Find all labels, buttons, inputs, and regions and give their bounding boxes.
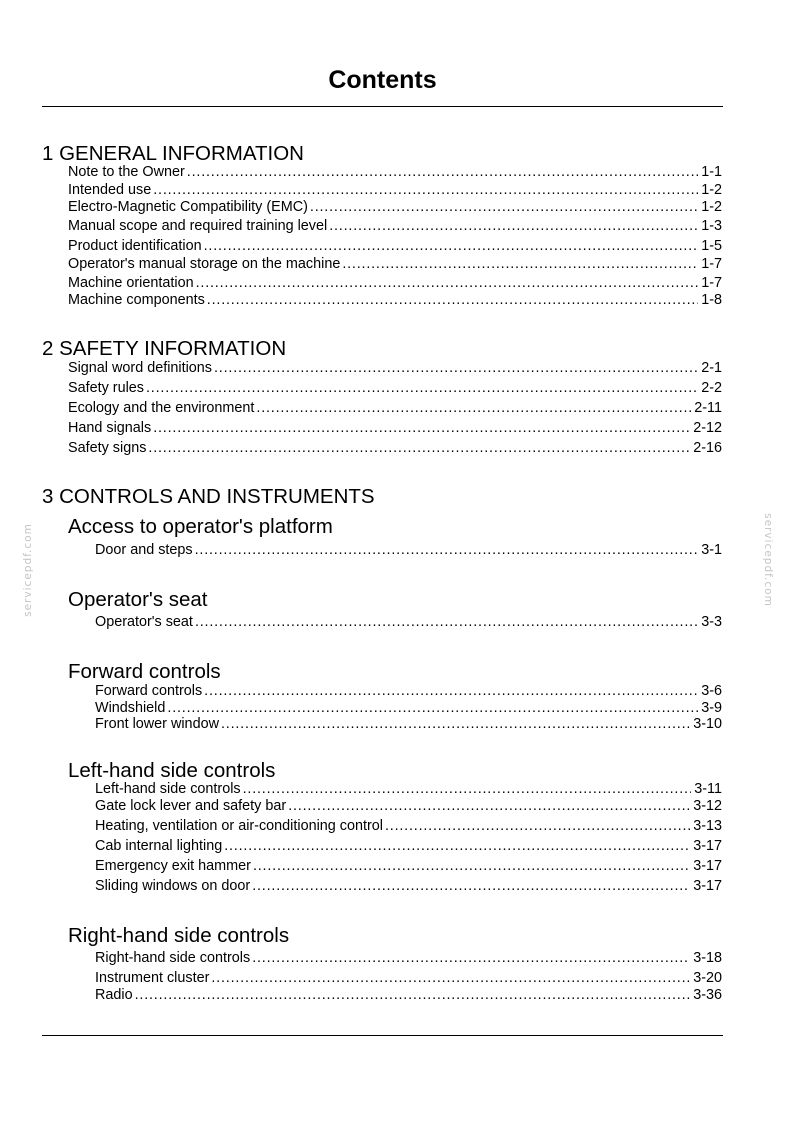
dot-leader [329,218,698,235]
toc-entry-page: 1-1 [701,164,722,180]
dot-leader [310,199,698,216]
toc-entry[interactable] [68,275,722,292]
toc-entry-page: 1-2 [701,182,722,198]
toc-entry[interactable] [68,380,722,397]
chapter-heading: 3 CONTROLS AND INSTRUMENTS [42,485,375,508]
toc-entry[interactable] [95,798,722,815]
toc-entry-label: Hand signals [68,420,152,436]
toc-entry-label: Door and steps [95,542,193,558]
toc-entry-label: Operator's manual storage on the machine [68,256,341,272]
toc-entry-page: 3-17 [693,838,722,854]
dot-leader [187,164,698,181]
toc-entry-page: 3-9 [701,700,722,716]
toc-entry-label: Note to the Owner [68,164,185,180]
dot-leader [252,950,690,967]
toc-entry-page: 3-36 [693,987,722,1003]
bottom-divider [42,1035,723,1036]
dot-leader [135,987,691,1004]
toc-entry-page: 1-3 [701,218,722,234]
toc-entry-label: Emergency exit hammer [95,858,251,874]
toc-entry[interactable] [68,238,722,255]
toc-entry[interactable] [95,683,722,700]
toc-entry-page: 1-7 [701,256,722,272]
toc-entry-page: 1-5 [701,238,722,254]
toc-entry-page: 3-6 [701,683,722,699]
toc-entry[interactable] [68,164,722,181]
toc-entry-page: 2-2 [701,380,722,396]
toc-entry[interactable] [95,781,722,798]
toc-entry-label: Gate lock lever and safety bar [95,798,287,814]
toc-entry[interactable] [95,950,722,967]
dot-leader [224,838,690,855]
toc-entry-page: 3-13 [693,818,722,834]
toc-entry-page: 3-18 [693,950,722,966]
toc-entry-label: Manual scope and required training level [68,218,328,234]
section-heading: Forward controls [68,660,221,683]
toc-entry-label: Heating, ventilation or air-conditioning control [95,818,383,834]
toc-entry-label: Machine components [68,292,205,308]
toc-entry-page: 2-11 [694,400,722,416]
dot-leader [243,781,692,798]
toc-entry-page: 1-2 [701,199,722,215]
toc-entry[interactable] [95,716,722,733]
dot-leader [204,238,699,255]
toc-entry-label: Operator's seat [95,614,193,630]
toc-entry[interactable] [95,838,722,855]
toc-entry-page: 3-11 [694,781,722,797]
toc-entry[interactable] [68,199,722,216]
dot-leader [148,440,690,457]
toc-entry-label: Left-hand side controls [95,781,241,797]
toc-entry[interactable] [95,878,722,895]
dot-leader [195,614,698,631]
toc-entry-label: Machine orientation [68,275,194,291]
dot-leader [204,683,698,700]
dot-leader [252,878,690,895]
toc-entry[interactable] [68,440,722,457]
dot-leader [256,400,691,417]
toc-entry-label: Radio [95,987,133,1003]
dot-leader [207,292,698,309]
toc-entry[interactable] [68,420,722,437]
toc-entry[interactable] [95,987,722,1004]
toc-entry-page: 3-20 [693,970,722,986]
dot-leader [253,858,690,875]
toc-entry-label: Instrument cluster [95,970,210,986]
toc-entry[interactable] [68,400,722,417]
watermark: servicepdf.com [22,523,34,617]
toc-entry-page: 3-1 [701,542,722,558]
toc-entry-label: Forward controls [95,683,203,699]
section-heading: Operator's seat [68,588,208,611]
dot-leader [167,700,698,717]
toc-entry-label: Intended use [68,182,152,198]
dot-leader [211,970,690,987]
toc-entry-page: 3-10 [693,716,722,732]
toc-entry-label: Windshield [95,700,166,716]
dot-leader [146,380,698,397]
toc-entry[interactable] [95,818,722,835]
toc-entry[interactable] [68,256,722,273]
toc-entry[interactable] [68,360,722,377]
toc-entry-label: Cab internal lighting [95,838,223,854]
toc-entry-label: Safety signs [68,440,147,456]
toc-entry-label: Ecology and the environment [68,400,255,416]
dot-leader [385,818,690,835]
toc-entry-page: 3-12 [693,798,722,814]
toc-entry-page: 2-12 [693,420,722,436]
dot-leader [196,275,699,292]
toc-entry[interactable] [95,700,722,717]
dot-leader [153,182,698,199]
section-heading: Right-hand side controls [68,924,290,947]
watermark: servicepdf.com [762,513,774,607]
toc-entry-page: 1-8 [701,292,722,308]
top-divider [42,106,723,107]
toc-entry-label: Electro-Magnetic Compatibility (EMC) [68,199,308,215]
section-heading: Access to operator's platform [68,515,333,538]
toc-entry[interactable] [68,218,722,235]
toc-entry-page: 3-17 [693,878,722,894]
toc-entry-page: 2-1 [701,360,722,376]
toc-entry-page: 2-16 [693,440,722,456]
dot-leader [221,716,690,733]
toc-entry-label: Signal word definitions [68,360,212,376]
toc-entry[interactable] [68,292,722,309]
toc-entry-label: Front lower window [95,716,219,732]
toc-entry-label: Sliding windows on door [95,878,251,894]
dot-leader [288,798,690,815]
toc-entry[interactable] [68,182,722,199]
dot-leader [195,542,699,559]
page-title: Contents [328,66,437,94]
toc-entry[interactable] [95,970,722,987]
dot-leader [214,360,698,377]
toc-entry-label: Safety rules [68,380,144,396]
chapter-heading: 1 GENERAL INFORMATION [42,142,304,165]
chapter-heading: 2 SAFETY INFORMATION [42,337,287,360]
toc-entry-page: 3-3 [701,614,722,630]
dot-leader [342,256,698,273]
toc-entry[interactable] [95,858,722,875]
toc-entry-page: 3-17 [693,858,722,874]
toc-entry[interactable] [95,542,722,559]
toc-entry-page: 1-7 [701,275,722,291]
toc-entry-label: Right-hand side controls [95,950,251,966]
toc-entry[interactable] [95,614,722,631]
toc-entry-label: Product identification [68,238,202,254]
dot-leader [153,420,690,437]
section-heading: Left-hand side controls [68,759,276,782]
